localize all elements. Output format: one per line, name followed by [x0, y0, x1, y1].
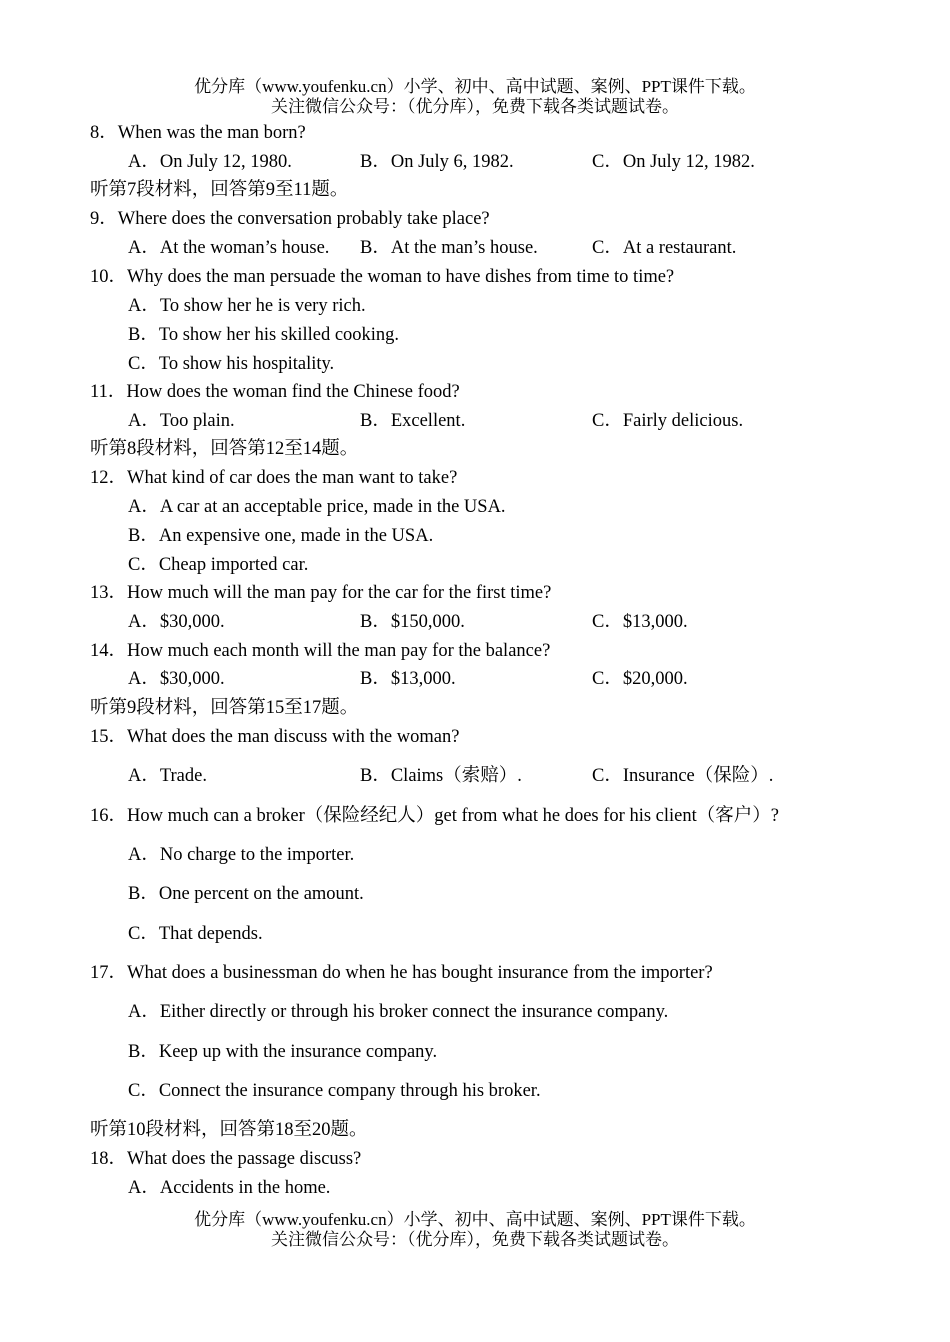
question-9-option-b: B．At the man’s house.	[360, 238, 538, 258]
question-14-option-b: B．$13,000.	[360, 669, 456, 689]
question-14-option-c: C．$20,000.	[592, 669, 688, 689]
question-13-option-c: C．$13,000.	[592, 612, 688, 632]
question-11: 11．How does the woman find the Chinese food?	[90, 382, 460, 402]
page-footer	[0, 1210, 950, 1250]
section-7-instruction: 听第7段材料，回答第9至11题。	[90, 180, 349, 200]
question-11-option-c: C．Fairly delicious.	[592, 411, 744, 431]
question-16-option-c: C．That depends.	[128, 924, 263, 944]
question-8: 8．When was the man born?	[90, 123, 306, 143]
question-8-option-c: C．On July 12, 1982.	[592, 152, 755, 172]
question-14-option-a: A．$30,000.	[128, 669, 225, 689]
question-17-option-b: B．Keep up with the insurance company.	[128, 1042, 438, 1062]
question-12-option-b: B．An expensive one, made in the USA.	[128, 526, 434, 546]
question-13-option-a: A．$30,000.	[128, 612, 225, 632]
question-17: 17．What does a businessman do when he has bought insurance from the importer?	[90, 963, 713, 983]
question-15-option-c: C．Insurance（保险）.	[592, 766, 774, 786]
question-9: 9．Where does the conversation probably take place?	[90, 209, 490, 229]
question-10-option-a: A．To show her he is very rich.	[128, 296, 366, 316]
question-11-option-b: B．Excellent.	[360, 411, 466, 431]
question-17-option-a: A．Either directly or through his broker connect the insurance company.	[128, 1002, 669, 1022]
question-18-option-a: A．Accidents in the home.	[128, 1178, 331, 1198]
footer-line-2: 关注微信公众号：（优分库），免费下载各类试题试卷。	[271, 1230, 679, 1249]
question-8-option-a: A．On July 12, 1980.	[128, 152, 292, 172]
question-12-option-c: C．Cheap imported car.	[128, 555, 309, 575]
question-10-option-c: C．To show his hospitality.	[128, 354, 335, 374]
header-line-2: 关注微信公众号：（优分库），免费下载各类试题试卷。	[271, 97, 679, 116]
section-9-instruction: 听第9段材料，回答第15至17题。	[90, 698, 359, 718]
footer-line-1: 优分库（www.youfenku.cn）小学、初中、高中试题、案例、PPT课件下载。	[194, 1210, 756, 1229]
question-18: 18．What does the passage discuss?	[90, 1149, 362, 1169]
section-8-instruction: 听第8段材料，回答第12至14题。	[90, 439, 359, 459]
question-10: 10．Why does the man persuade the woman to have dishes from time to time?	[90, 267, 675, 287]
question-17-option-c: C．Connect the insurance company through his broker.	[128, 1081, 541, 1101]
question-14: 14．How much each month will the man pay for the balance?	[90, 641, 551, 661]
question-12: 12．What kind of car does the man want to take?	[90, 468, 458, 488]
question-13: 13．How much will the man pay for the car for the first time?	[90, 583, 552, 603]
question-15-option-a: A．Trade.	[128, 766, 207, 786]
question-10-option-b: B．To show her his skilled cooking.	[128, 325, 400, 345]
question-15: 15．What does the man discuss with the woman?	[90, 727, 460, 747]
question-16-option-b: B．One percent on the amount.	[128, 884, 364, 904]
question-12-option-a: A．A car at an acceptable price, made in the USA.	[128, 497, 506, 517]
question-9-option-c: C．At a restaurant.	[592, 238, 737, 258]
question-16-option-a: A．No charge to the importer.	[128, 845, 355, 865]
header-line-1: 优分库（www.youfenku.cn）小学、初中、高中试题、案例、PPT课件下载。	[194, 77, 756, 96]
question-8-option-b: B．On July 6, 1982.	[360, 152, 514, 172]
question-15-option-b: B．Claims（索赔）.	[360, 766, 522, 786]
page-header	[0, 77, 950, 117]
question-9-option-a: A．At the woman’s house.	[128, 238, 330, 258]
question-11-option-a: A．Too plain.	[128, 411, 235, 431]
question-16: 16．How much can a broker（保险经纪人）get from what he does for his client（客户）?	[90, 806, 779, 826]
section-10-instruction: 听第10段材料，回答第18至20题。	[90, 1120, 368, 1140]
question-13-option-b: B．$150,000.	[360, 612, 465, 632]
